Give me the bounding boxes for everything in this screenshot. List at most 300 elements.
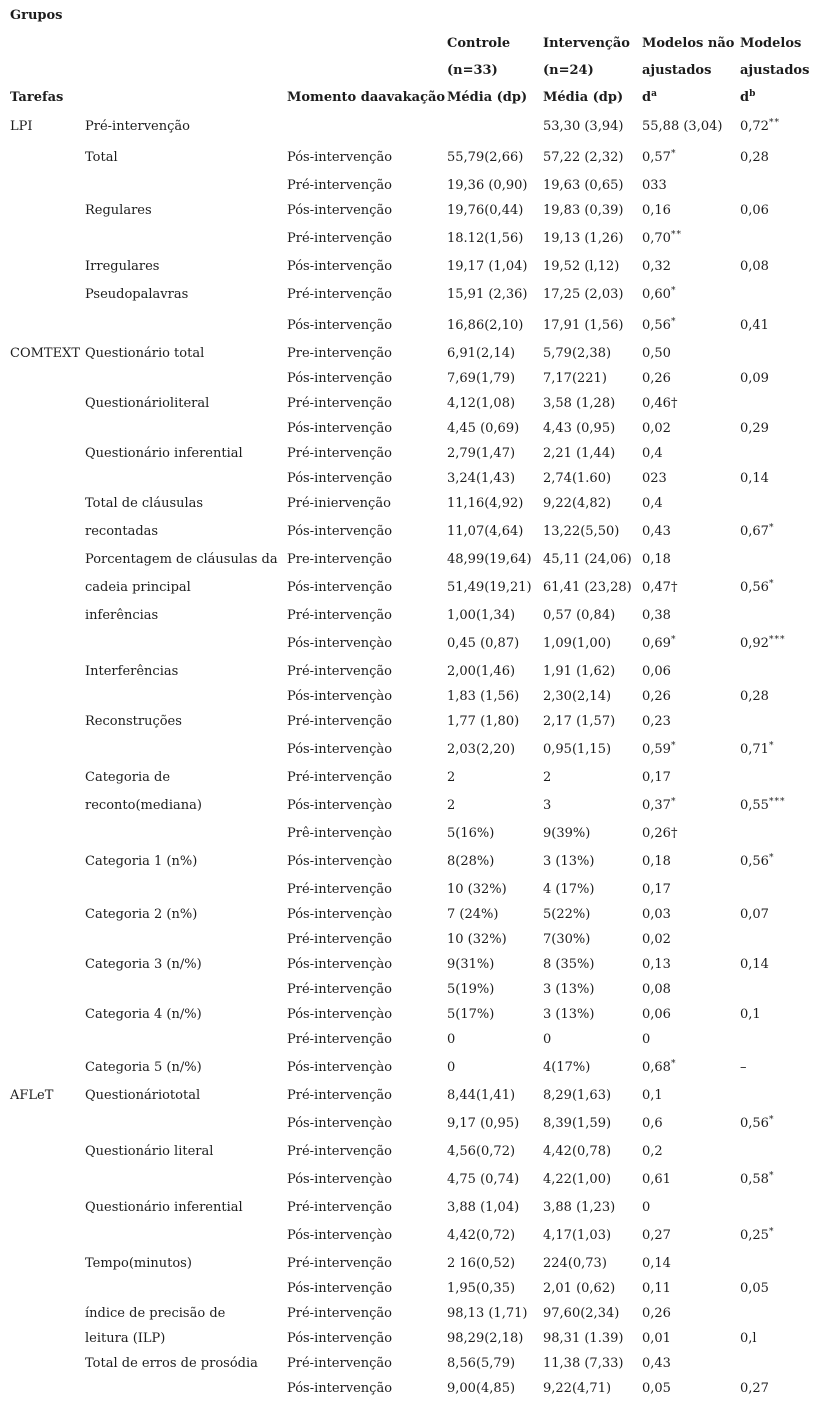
cell-d-nao-ajustado: 0,26† (642, 826, 678, 841)
cell-intervencao-media-dp: 4,43 (0,95) (543, 421, 616, 436)
cell-momento-avaliacao: Pré-intervenção (287, 932, 392, 947)
cell-grupo (0, 1027, 85, 1052)
cell-tarefa: Questionário literal (85, 1144, 214, 1159)
cell-grupo (0, 279, 85, 310)
cell-tarefa: Pré-intervenção (85, 119, 190, 134)
cell-d-nao-ajustado: 0,38 (642, 608, 671, 623)
cell-d-ajustado (740, 391, 818, 416)
cell-grupo (0, 1139, 85, 1164)
cell-momento-avaliacao: Pós-intervençào (287, 1116, 393, 1131)
empty-cell (0, 57, 85, 83)
cell-intervencao-media-dp: 8,29(1,63) (543, 1088, 612, 1103)
cell-intervencao-media-dp: 2,17 (1,57) (543, 714, 616, 729)
cell-grupo (0, 877, 85, 902)
cell-momento-avaliacao: Prê-intervençào (287, 826, 392, 841)
cell-momento-avaliacao: Pós-intervençào (287, 957, 393, 972)
cell-tarefa: Total de erros de prosódia (85, 1356, 258, 1371)
table-row (0, 572, 818, 603)
cell-d-ajustado: 0,72** (740, 118, 780, 134)
cell-d-nao-ajustado: 0,4 (642, 496, 663, 511)
cell-tarefa: inferências (85, 608, 159, 623)
cell-grupo (0, 1052, 85, 1083)
cell-tarefa (85, 366, 287, 391)
cell-intervencao-media-dp: 8,39(1,59) (543, 1116, 612, 1131)
cell-d-ajustado: 0,28 (740, 150, 769, 165)
table-row (0, 1027, 818, 1052)
table-row (0, 790, 818, 821)
cell-d-nao-ajustado: 0,18 (642, 854, 671, 869)
cell-intervencao-media-dp: 5(22%) (543, 907, 591, 922)
cell-intervencao-media-dp: 3 (543, 798, 552, 813)
cell-tarefa (85, 977, 287, 1002)
table-row (0, 977, 818, 1002)
cell-tarefa: Questionário total (85, 346, 205, 361)
cell-momento-avaliacao: Pré-intervenção (287, 1306, 392, 1321)
col-header-modelos-ajustados-2: ajustados (740, 62, 810, 78)
cell-grupo (0, 572, 85, 603)
table-row (0, 927, 818, 952)
cell-grupo: LPI (10, 119, 33, 134)
cell-tarefa (85, 821, 287, 846)
table-body (0, 111, 818, 1401)
cell-d-nao-ajustado: 0,43 (642, 524, 671, 539)
cell-grupo (0, 366, 85, 391)
cell-grupo (0, 1301, 85, 1326)
cell-d-ajustado: – (740, 1060, 747, 1075)
empty-cell (85, 0, 287, 30)
cell-controle-media-dp (447, 111, 543, 142)
cell-controle-media-dp: 10 (32%) (447, 882, 507, 897)
empty-cell (85, 83, 287, 111)
cell-momento-avaliacao: Pós-intervençào (287, 742, 393, 757)
cell-controle-media-dp: 1,00(1,34) (447, 608, 516, 623)
empty-cell (543, 0, 642, 30)
cell-controle-media-dp: 5(16%) (447, 826, 495, 841)
table-row (0, 441, 818, 466)
cell-intervencao-media-dp: 4(17%) (543, 1060, 591, 1075)
cell-momento-avaliacao: Pré-intervenção (287, 1256, 392, 1271)
cell-intervencao-media-dp: 9,22(4,71) (543, 1381, 612, 1396)
header-row-measures (0, 83, 818, 111)
table-row (0, 734, 818, 765)
table-row (0, 254, 818, 279)
table-header (0, 0, 818, 111)
table-row (0, 709, 818, 734)
cell-intervencao-media-dp: 17,91 (1,56) (543, 318, 624, 333)
cell-d-ajustado: 0,56* (740, 1115, 775, 1131)
cell-intervencao-media-dp: 4,22(1,00) (543, 1172, 612, 1187)
cell-d-nao-ajustado: 023 (642, 471, 667, 486)
cell-d-nao-ajustado: 0,23 (642, 714, 671, 729)
cell-intervencao-media-dp: 7,17(221) (543, 371, 607, 386)
cell-controle-media-dp: 2 (447, 770, 456, 785)
cell-controle-media-dp: 6,91(2,14) (447, 346, 516, 361)
cell-momento-avaliacao: Pós-intervençào (287, 1228, 393, 1243)
table-row (0, 341, 818, 366)
table-row (0, 142, 818, 173)
cell-momento-avaliacao: Pós-intervenção (287, 471, 393, 486)
cell-d-nao-ajustado: 0,56* (642, 317, 677, 333)
cell-d-ajustado: 0,14 (740, 471, 769, 486)
cell-intervencao-media-dp: 3,58 (1,28) (543, 396, 616, 411)
cell-intervencao-media-dp: 7(30%) (543, 932, 591, 947)
cell-d-ajustado: 0,1 (740, 1007, 761, 1022)
cell-d-nao-ajustado: 0,26 (642, 689, 671, 704)
cell-controle-media-dp: 10 (32%) (447, 932, 507, 947)
table-row (0, 952, 818, 977)
cell-momento-avaliacao: Pré-intervenção (287, 446, 392, 461)
cell-controle-media-dp: 15,91 (2,36) (447, 287, 528, 302)
header-row-sample-sizes (0, 57, 818, 83)
table-row (0, 765, 818, 790)
header-row-group-names (0, 30, 818, 57)
cell-d-ajustado (740, 1351, 818, 1376)
cell-d-nao-ajustado: 0,59* (642, 741, 677, 757)
cell-tarefa: Questionárioliteral (85, 396, 210, 411)
cell-d-ajustado (740, 821, 818, 846)
cell-momento-avaliacao: Pré-intervenção (287, 178, 392, 193)
cell-intervencao-media-dp: 2,74(1.60) (543, 471, 612, 486)
cell-momento-avaliacao: Pós-intervenção (287, 1331, 393, 1346)
cell-d-nao-ajustado: 0,16 (642, 203, 671, 218)
cell-d-nao-ajustado: 0 (642, 1032, 651, 1047)
cell-momento-avaliacao: Pós-intervenção (287, 203, 393, 218)
cell-controle-media-dp: 3,88 (1,04) (447, 1200, 520, 1215)
cell-grupo (0, 1108, 85, 1139)
cell-d-nao-ajustado: 0,27 (642, 1228, 671, 1243)
cell-tarefa: Interferências (85, 664, 179, 679)
cell-momento-avaliacao: Pré-intervenção (287, 1144, 392, 1159)
cell-d-nao-ajustado: 0,02 (642, 932, 671, 947)
cell-momento-avaliacao: Pós-intervençào (287, 1172, 393, 1187)
cell-intervencao-media-dp: 19,63 (0,65) (543, 178, 624, 193)
table-row (0, 603, 818, 628)
cell-tarefa: recontadas (85, 524, 159, 539)
col-header-intervencao-n: (n=24) (543, 62, 594, 78)
cell-intervencao-media-dp: 224(0,73) (543, 1256, 607, 1271)
cell-d-ajustado (740, 603, 818, 628)
cell-d-ajustado: 0,08 (740, 259, 769, 274)
cell-intervencao-media-dp: 2,21 (1,44) (543, 446, 616, 461)
cell-momento-avaliacao: Pós-intervenção (287, 150, 393, 165)
table-row (0, 491, 818, 516)
cell-intervencao-media-dp: 0 (543, 1032, 552, 1047)
cell-d-nao-ajustado: 0,26 (642, 371, 671, 386)
cell-d-ajustado: 0,09 (740, 371, 769, 386)
cell-controle-media-dp: 8(28%) (447, 854, 495, 869)
cell-tarefa: Categoria de (85, 770, 171, 785)
cell-controle-media-dp: 4,42(0,72) (447, 1228, 516, 1243)
cell-tarefa: Questionário inferential (85, 446, 243, 461)
cell-grupo (0, 416, 85, 441)
empty-cell (85, 30, 287, 57)
cell-controle-media-dp: 4,12(1,08) (447, 396, 516, 411)
cell-intervencao-media-dp: 8 (35%) (543, 957, 595, 972)
cell-controle-media-dp: 9,17 (0,95) (447, 1116, 520, 1131)
cell-momento-avaliacao: Pré-intervenção (287, 608, 392, 623)
cell-grupo (0, 516, 85, 547)
table-row (0, 684, 818, 709)
cell-d-ajustado (740, 877, 818, 902)
table-row (0, 111, 818, 142)
cell-controle-media-dp: 1,77 (1,80) (447, 714, 520, 729)
cell-d-ajustado: 0,55*** (740, 797, 786, 813)
cell-tarefa (85, 223, 287, 254)
cell-controle-media-dp: 11,16(4,92) (447, 496, 524, 511)
cell-tarefa: Categoria 3 (n/%) (85, 957, 202, 972)
cell-tarefa (85, 1220, 287, 1251)
cell-d-nao-ajustado: 0,14 (642, 1256, 671, 1271)
cell-controle-media-dp: 5(17%) (447, 1007, 495, 1022)
cell-tarefa: Porcentagem de cláusulas da (85, 552, 278, 567)
cell-tarefa (85, 1376, 287, 1401)
cell-d-nao-ajustado: 0,70** (642, 230, 682, 246)
cell-intervencao-media-dp: 11,38 (7,33) (543, 1356, 624, 1371)
cell-d-ajustado: 0,92*** (740, 635, 786, 651)
cell-controle-media-dp: 0 (447, 1060, 456, 1075)
table-row (0, 279, 818, 310)
cell-grupo (0, 684, 85, 709)
cell-intervencao-media-dp: 19,13 (1,26) (543, 231, 624, 246)
cell-d-nao-ajustado: 0,37* (642, 797, 677, 813)
table-row (0, 1108, 818, 1139)
table-row (0, 1301, 818, 1326)
cell-momento-avaliacao: Pós-intervençào (287, 1007, 393, 1022)
cell-tarefa: Categoria 2 (n%) (85, 907, 198, 922)
table-row (0, 846, 818, 877)
cell-intervencao-media-dp: 0,57 (0,84) (543, 608, 616, 623)
cell-controle-media-dp: 16,86(2,10) (447, 318, 524, 333)
cell-grupo (0, 927, 85, 952)
cell-tarefa: Categoria 5 (n/%) (85, 1060, 202, 1075)
cell-d-ajustado: 0,05 (740, 1281, 769, 1296)
cell-momento-avaliacao: Pré-intervenção (287, 664, 392, 679)
cell-d-ajustado (740, 659, 818, 684)
cell-grupo (0, 391, 85, 416)
table-row (0, 1052, 818, 1083)
cell-d-ajustado: 0,41 (740, 318, 769, 333)
cell-intervencao-media-dp: 4,17(1,03) (543, 1228, 612, 1243)
cell-intervencao-media-dp: 13,22(5,50) (543, 524, 620, 539)
cell-d-nao-ajustado: 0,17 (642, 770, 671, 785)
cell-grupo: AFLeT (10, 1088, 54, 1103)
table-row (0, 547, 818, 572)
cell-d-nao-ajustado: 0,06 (642, 1007, 671, 1022)
cell-d-nao-ajustado: 0,02 (642, 421, 671, 436)
table-row (0, 391, 818, 416)
cell-momento-avaliacao: Pré-intervenção (287, 982, 392, 997)
cell-intervencao-media-dp: 2,30(2,14) (543, 689, 612, 704)
col-header-controle-media-dp: Média (dp) (447, 89, 528, 105)
col-header-modelos-nao-ajustados-2: ajustados (642, 62, 712, 78)
cell-controle-media-dp: 2,79(1,47) (447, 446, 516, 461)
cell-controle-media-dp: 55,79(2,66) (447, 150, 524, 165)
cell-grupo (0, 790, 85, 821)
cell-intervencao-media-dp: 0,95(1,15) (543, 742, 612, 757)
cell-grupo (0, 734, 85, 765)
cell-grupo (0, 198, 85, 223)
cell-grupo (0, 142, 85, 173)
cell-d-nao-ajustado: 0,11 (642, 1281, 671, 1296)
cell-intervencao-media-dp: 97,60(2,34) (543, 1306, 620, 1321)
cell-momento-avaliacao: Pré-intervenção (287, 714, 392, 729)
table-row (0, 1276, 818, 1301)
col-header-modelos-ajustados: Modelos (740, 36, 802, 51)
cell-momento-avaliacao: Pós-intervenção (287, 259, 393, 274)
cell-intervencao-media-dp: 9(39%) (543, 826, 591, 841)
cell-momento-avaliacao: Pós-intervençào (287, 1060, 393, 1075)
cell-d-nao-ajustado: 55,88 (3,04) (642, 119, 723, 134)
empty-cell (287, 57, 447, 83)
cell-tarefa (85, 684, 287, 709)
cell-d-ajustado: 0,56* (740, 579, 775, 595)
cell-controle-media-dp: 0,45 (0,87) (447, 636, 520, 651)
cell-momento-avaliacao: Pós-intervençào (287, 689, 393, 704)
cell-intervencao-media-dp: 4 (17%) (543, 882, 595, 897)
cell-controle-media-dp: 0 (447, 1032, 456, 1047)
cell-intervencao-media-dp: 2,01 (0,62) (543, 1281, 616, 1296)
cell-intervencao-media-dp: 3,88 (1,23) (543, 1200, 616, 1215)
cell-grupo (0, 547, 85, 572)
cell-tarefa: cadeia principal (85, 580, 191, 595)
cell-d-nao-ajustado: 0,43 (642, 1356, 671, 1371)
cell-grupo (0, 603, 85, 628)
cell-controle-media-dp: 98,29(2,18) (447, 1331, 524, 1346)
cell-tarefa: Tempo(minutos) (85, 1256, 192, 1271)
cell-d-nao-ajustado: 0,03 (642, 907, 671, 922)
cell-controle-media-dp: 7,69(1,79) (447, 371, 516, 386)
cell-tarefa: Categoria 4 (n/%) (85, 1007, 202, 1022)
empty-cell (447, 0, 543, 30)
empty-cell (642, 0, 740, 30)
cell-momento-avaliacao: Pós-intervenção (287, 421, 393, 436)
cell-d-ajustado (740, 1195, 818, 1220)
table-row (0, 902, 818, 927)
cell-intervencao-media-dp: 19,83 (0,39) (543, 203, 624, 218)
cell-grupo (0, 821, 85, 846)
cell-d-nao-ajustado: 0,05 (642, 1381, 671, 1396)
table-row (0, 516, 818, 547)
table-row (0, 659, 818, 684)
cell-grupo (0, 466, 85, 491)
col-header-grupos: Grupos (10, 7, 63, 23)
cell-controle-media-dp: 4,56(0,72) (447, 1144, 516, 1159)
cell-controle-media-dp: 3,24(1,43) (447, 471, 516, 486)
cell-grupo (0, 659, 85, 684)
col-header-momento-avaliacao: Momento daavakação (287, 89, 446, 105)
cell-intervencao-media-dp: 45,11 (24,06) (543, 552, 632, 567)
cell-intervencao-media-dp: 1,09(1,00) (543, 636, 612, 651)
cell-momento-avaliacao: Pre-intervenção (287, 552, 392, 567)
table-row (0, 1164, 818, 1195)
cell-grupo (0, 1195, 85, 1220)
cell-tarefa (85, 877, 287, 902)
cell-controle-media-dp: 2 16(0,52) (447, 1256, 516, 1271)
cell-tarefa (85, 1164, 287, 1195)
cell-d-ajustado: 0,07 (740, 907, 769, 922)
cell-grupo (0, 223, 85, 254)
cell-momento-avaliacao (287, 111, 447, 142)
cell-intervencao-media-dp: 9,22(4,82) (543, 496, 612, 511)
cell-controle-media-dp: 8,44(1,41) (447, 1088, 516, 1103)
cell-momento-avaliacao: Pré-intervenção (287, 231, 392, 246)
cell-d-nao-ajustado: 0,32 (642, 259, 671, 274)
cell-d-nao-ajustado: 0,50 (642, 346, 671, 361)
cell-intervencao-media-dp: 3 (13%) (543, 982, 595, 997)
table-row (0, 1139, 818, 1164)
cell-controle-media-dp: 19,17 (1,04) (447, 259, 528, 274)
cell-d-ajustado (740, 173, 818, 198)
cell-d-nao-ajustado: 0,57* (642, 149, 677, 165)
cell-intervencao-media-dp: 5,79(2,38) (543, 346, 612, 361)
cell-d-nao-ajustado: 0,13 (642, 957, 671, 972)
cell-d-nao-ajustado: 0,68* (642, 1059, 677, 1075)
table-row (0, 466, 818, 491)
col-header-d-b: $d^b$ (740, 88, 757, 105)
cell-d-ajustado: 0,27 (740, 1381, 769, 1396)
cell-grupo (0, 254, 85, 279)
cell-momento-avaliacao: Pós-intervenção (287, 524, 393, 539)
cell-d-nao-ajustado: 0 (642, 1200, 651, 1215)
empty-cell (85, 57, 287, 83)
cell-d-ajustado (740, 765, 818, 790)
cell-d-ajustado (740, 1027, 818, 1052)
cell-grupo (0, 628, 85, 659)
cell-controle-media-dp: 7 (24%) (447, 907, 499, 922)
cell-intervencao-media-dp: 3 (13%) (543, 1007, 595, 1022)
cell-controle-media-dp: 4,45 (0,69) (447, 421, 520, 436)
col-header-intervencao: Intervenção (543, 36, 630, 51)
cell-controle-media-dp: 19,76(0,44) (447, 203, 524, 218)
cell-momento-avaliacao: Pós-intervençào (287, 854, 393, 869)
cell-d-ajustado (740, 547, 818, 572)
cell-tarefa (85, 1108, 287, 1139)
cell-d-ajustado (740, 1083, 818, 1108)
cell-tarefa (85, 628, 287, 659)
cell-controle-media-dp: 48,99(19,64) (447, 552, 532, 567)
cell-momento-avaliacao: Pré-intervenção (287, 1356, 392, 1371)
cell-d-nao-ajustado: 0,4 (642, 446, 663, 461)
cell-controle-media-dp: 19,36 (0,90) (447, 178, 528, 193)
cell-d-ajustado (740, 341, 818, 366)
cell-controle-media-dp: 98,13 (1,71) (447, 1306, 528, 1321)
cell-d-ajustado: 0,67* (740, 523, 775, 539)
table-row (0, 223, 818, 254)
cell-grupo (0, 977, 85, 1002)
cell-controle-media-dp: 18.12(1,56) (447, 231, 524, 246)
cell-controle-media-dp: 8,56(5,79) (447, 1356, 516, 1371)
cell-d-nao-ajustado: 0,6 (642, 1116, 663, 1131)
cell-grupo (0, 441, 85, 466)
col-header-intervencao-media-dp: Média (dp) (543, 89, 624, 105)
cell-intervencao-media-dp: 19,52 (l,12) (543, 259, 620, 274)
cell-controle-media-dp: 2 (447, 798, 456, 813)
cell-d-ajustado (740, 223, 818, 254)
cell-intervencao-media-dp: 3 (13%) (543, 854, 595, 869)
table-row (0, 310, 818, 341)
table-row (0, 1251, 818, 1276)
cell-tarefa: Pseudopalavras (85, 287, 189, 302)
table-row (0, 877, 818, 902)
cell-tarefa: Total de cláusulas (85, 496, 204, 511)
cell-d-nao-ajustado: 033 (642, 178, 667, 193)
cell-d-ajustado: 0,25* (740, 1227, 775, 1243)
cell-grupo (0, 952, 85, 977)
cell-tarefa (85, 1027, 287, 1052)
cell-d-ajustado (740, 927, 818, 952)
table-row (0, 198, 818, 223)
cell-d-ajustado: 0,58* (740, 1171, 775, 1187)
